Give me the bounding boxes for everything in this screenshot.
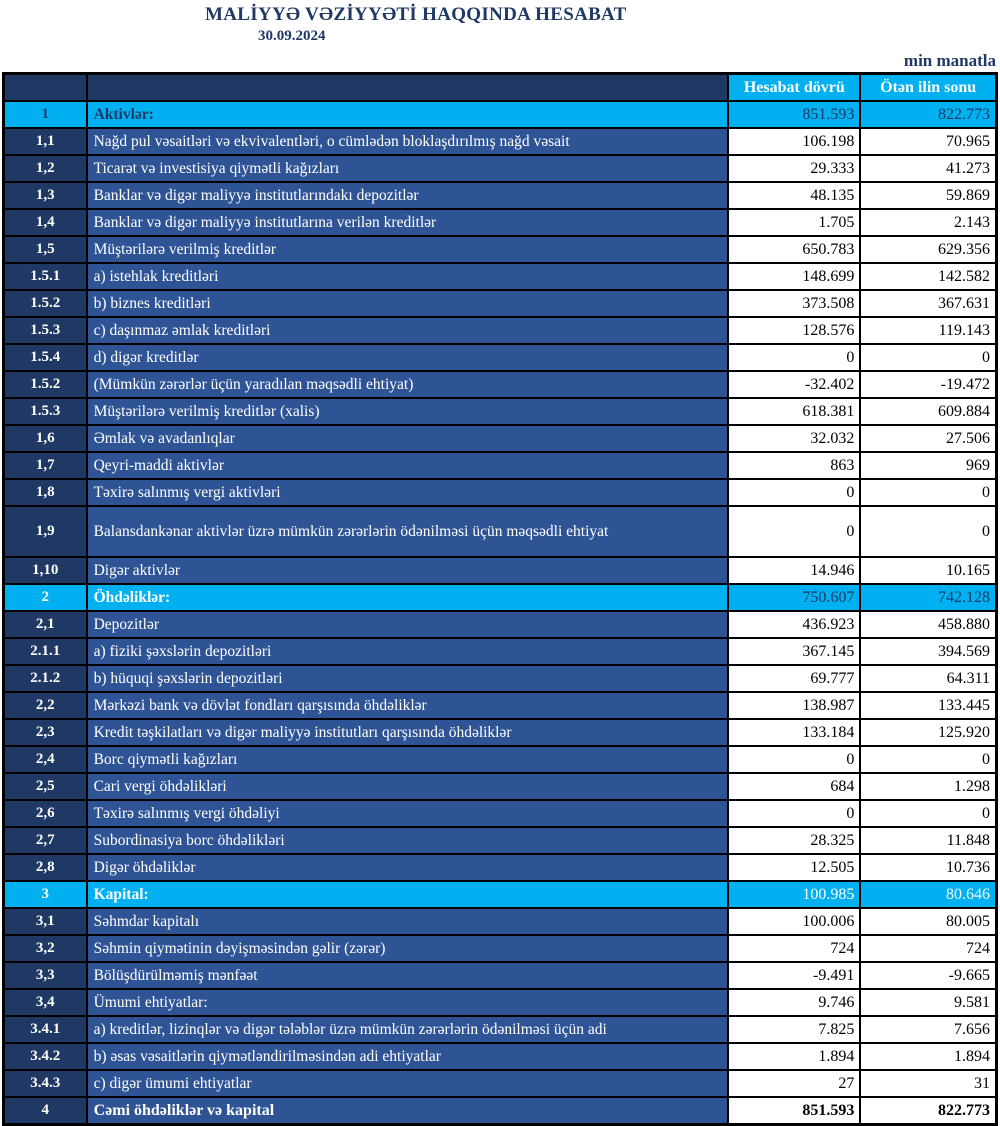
column-header-current-period: Hesabat dövrü [728, 74, 860, 102]
report-table-body [4, 101, 997, 1125]
unit-note: min manatla [903, 51, 996, 70]
row-label: b) hüquqi şəxslərin depozitləri [87, 665, 729, 692]
table-row [4, 854, 997, 881]
value-current-period: 69.777 [728, 665, 860, 692]
row-number: 1 [4, 101, 87, 128]
value-previous-year-end: 458.880 [860, 611, 996, 638]
value-previous-year-end: 125.920 [860, 719, 996, 746]
table-row [4, 128, 997, 155]
value-current-period: 128.576 [728, 317, 860, 344]
table-row [4, 155, 997, 182]
row-label: Cəmi öhdəliklər və kapital [87, 1097, 729, 1125]
row-number: 1,3 [4, 182, 87, 209]
value-current-period: 618.381 [728, 398, 860, 425]
header-empty-number-cell [4, 74, 87, 102]
value-previous-year-end: 1.298 [860, 773, 996, 800]
value-current-period: 12.505 [728, 854, 860, 881]
value-current-period: -32.402 [728, 371, 860, 398]
value-current-period: 7.825 [728, 1016, 860, 1043]
row-number: 2,1 [4, 611, 87, 638]
value-current-period: 863 [728, 452, 860, 479]
header-empty-label-cell [87, 74, 729, 102]
value-previous-year-end: -9.665 [860, 962, 996, 989]
row-label: Subordinasiya borc öhdəlikləri [87, 827, 729, 854]
value-current-period: 100.006 [728, 908, 860, 935]
value-previous-year-end: 742.128 [860, 584, 996, 611]
value-current-period: 0 [728, 506, 860, 557]
value-current-period: 148.699 [728, 263, 860, 290]
row-number: 3,3 [4, 962, 87, 989]
table-row [4, 746, 997, 773]
table-row [4, 962, 997, 989]
value-current-period: 14.946 [728, 557, 860, 584]
row-label: Səhmdar kapitalı [87, 908, 729, 935]
value-previous-year-end: 41.273 [860, 155, 996, 182]
row-label: a) istehlak kreditləri [87, 263, 729, 290]
value-previous-year-end: 0 [860, 479, 996, 506]
row-number: 1,6 [4, 425, 87, 452]
value-current-period: 0 [728, 479, 860, 506]
value-previous-year-end: 609.884 [860, 398, 996, 425]
row-number: 1.5.2 [4, 290, 87, 317]
value-current-period: 0 [728, 746, 860, 773]
row-number: 1.5.1 [4, 263, 87, 290]
row-number: 1.5.2 [4, 371, 87, 398]
row-number: 1,9 [4, 506, 87, 557]
report-date: 30.09.2024 [258, 28, 326, 44]
row-label: Kredit təşkilatları və digər maliyyə institutları qarşısında öhdəliklər [87, 719, 729, 746]
table-header-row [4, 74, 997, 102]
value-current-period: 28.325 [728, 827, 860, 854]
row-label: Banklar və digər maliyyə institutlarındakı depozitlər [87, 182, 729, 209]
value-previous-year-end: 0 [860, 746, 996, 773]
value-current-period: 851.593 [728, 101, 860, 128]
value-previous-year-end: 31 [860, 1070, 996, 1097]
row-label: Mərkəzi bank və dövlət fondları qarşısında öhdəliklər [87, 692, 729, 719]
value-current-period: 1.894 [728, 1043, 860, 1070]
value-current-period: 851.593 [728, 1097, 860, 1125]
row-label: b) biznes kreditləri [87, 290, 729, 317]
value-previous-year-end: 10.736 [860, 854, 996, 881]
row-label: Öhdəliklər: [87, 584, 729, 611]
table-row [4, 317, 997, 344]
table-row [4, 692, 997, 719]
value-previous-year-end: 822.773 [860, 101, 996, 128]
value-current-period: 106.198 [728, 128, 860, 155]
table-row [4, 506, 997, 557]
column-header-previous-year-end: Ötən ilin sonu [860, 74, 996, 102]
row-number: 1.5.3 [4, 398, 87, 425]
row-number: 1,5 [4, 236, 87, 263]
row-number: 3.4.3 [4, 1070, 87, 1097]
page-title: MALİYYƏ VƏZİYYƏTİ HAQQINDA HESABAT [205, 4, 627, 25]
row-number: 1,8 [4, 479, 87, 506]
row-number: 3.4.1 [4, 1016, 87, 1043]
value-current-period: 32.032 [728, 425, 860, 452]
value-previous-year-end: 822.773 [860, 1097, 996, 1125]
value-current-period: 133.184 [728, 719, 860, 746]
table-row [4, 557, 997, 584]
report-header [0, 0, 1000, 45]
table-row [4, 371, 997, 398]
value-previous-year-end: 0 [860, 344, 996, 371]
row-number: 3,1 [4, 908, 87, 935]
value-current-period: 684 [728, 773, 860, 800]
row-label: Bölüşdürülməmiş mənfəət [87, 962, 729, 989]
row-label: Digər aktivlər [87, 557, 729, 584]
value-current-period: 0 [728, 800, 860, 827]
row-number: 2.1.1 [4, 638, 87, 665]
table-row [4, 827, 997, 854]
value-previous-year-end: 724 [860, 935, 996, 962]
table-row [4, 452, 997, 479]
value-previous-year-end: -19.472 [860, 371, 996, 398]
value-current-period: 373.508 [728, 290, 860, 317]
value-previous-year-end: 27.506 [860, 425, 996, 452]
value-previous-year-end: 9.581 [860, 989, 996, 1016]
table-row [4, 935, 997, 962]
value-previous-year-end: 80.005 [860, 908, 996, 935]
value-previous-year-end: 629.356 [860, 236, 996, 263]
row-label: Digər öhdəliklər [87, 854, 729, 881]
row-label: a) kreditlər, lizinqlər və digər tələblər üzrə mümkün zərərlərin ödənilməsi üçün adi [87, 1016, 729, 1043]
value-previous-year-end: 64.311 [860, 665, 996, 692]
row-label: Balansdankənar aktivlər üzrə mümkün zərərlərin ödənilməsi üçün məqsədli ehtiyat [87, 506, 729, 557]
row-number: 3 [4, 881, 87, 908]
table-row [4, 719, 997, 746]
row-number: 2,5 [4, 773, 87, 800]
value-current-period: 138.987 [728, 692, 860, 719]
financial-statement-table [2, 72, 998, 1126]
value-previous-year-end: 10.165 [860, 557, 996, 584]
row-label: Banklar və digər maliyyə institutlarına verilən kreditlər [87, 209, 729, 236]
table-row [4, 290, 997, 317]
value-previous-year-end: 119.143 [860, 317, 996, 344]
row-number: 2,2 [4, 692, 87, 719]
row-number: 4 [4, 1097, 87, 1125]
row-label: Borc qiymətli kağızları [87, 746, 729, 773]
row-label: Nağd pul vəsaitləri və ekvivalentləri, o cümlədən bloklaşdırılmış nağd vəsait [87, 128, 729, 155]
table-row [4, 1016, 997, 1043]
table-row [4, 425, 997, 452]
row-label: Səhmin qiymətinin dəyişməsindən gəlir (zərər) [87, 935, 729, 962]
table-row [4, 773, 997, 800]
row-number: 1,2 [4, 155, 87, 182]
row-number: 1,4 [4, 209, 87, 236]
value-previous-year-end: 969 [860, 452, 996, 479]
value-current-period: 1.705 [728, 209, 860, 236]
table-row [4, 908, 997, 935]
table-row [4, 611, 997, 638]
row-label: Ticarət və investisiya qiymətli kağızları [87, 155, 729, 182]
table-row [4, 344, 997, 371]
table-row [4, 1070, 997, 1097]
table-row [4, 584, 997, 611]
row-number: 2 [4, 584, 87, 611]
value-current-period: 724 [728, 935, 860, 962]
row-label: Cari vergi öhdəlikləri [87, 773, 729, 800]
row-number: 3,4 [4, 989, 87, 1016]
table-row [4, 665, 997, 692]
row-number: 1.5.4 [4, 344, 87, 371]
value-current-period: 48.135 [728, 182, 860, 209]
table-row [4, 263, 997, 290]
table-row [4, 236, 997, 263]
value-previous-year-end: 59.869 [860, 182, 996, 209]
value-current-period: 436.923 [728, 611, 860, 638]
table-row [4, 638, 997, 665]
value-previous-year-end: 0 [860, 506, 996, 557]
row-label: c) digər ümumi ehtiyatlar [87, 1070, 729, 1097]
row-number: 1,1 [4, 128, 87, 155]
row-label: d) digər kreditlər [87, 344, 729, 371]
value-current-period: 367.145 [728, 638, 860, 665]
row-label: Təxirə salınmış vergi aktivləri [87, 479, 729, 506]
row-label: a) fiziki şəxslərin depozitləri [87, 638, 729, 665]
table-row [4, 800, 997, 827]
table-row [4, 881, 997, 908]
row-label: Ümumi ehtiyatlar: [87, 989, 729, 1016]
row-label: b) əsas vəsaitlərin qiymətləndirilməsindən adi ehtiyatlar [87, 1043, 729, 1070]
row-number: 2.1.2 [4, 665, 87, 692]
value-previous-year-end: 70.965 [860, 128, 996, 155]
value-previous-year-end: 7.656 [860, 1016, 996, 1043]
value-previous-year-end: 2.143 [860, 209, 996, 236]
row-label: Təxirə salınmış vergi öhdəliyi [87, 800, 729, 827]
row-label: Aktivlər: [87, 101, 729, 128]
value-current-period: 27 [728, 1070, 860, 1097]
value-current-period: 9.746 [728, 989, 860, 1016]
row-number: 2,4 [4, 746, 87, 773]
value-current-period: -9.491 [728, 962, 860, 989]
value-previous-year-end: 367.631 [860, 290, 996, 317]
table-row [4, 1097, 997, 1125]
row-number: 1,7 [4, 452, 87, 479]
row-label: Qeyri-maddi aktivlər [87, 452, 729, 479]
row-number: 2,8 [4, 854, 87, 881]
value-previous-year-end: 1.894 [860, 1043, 996, 1070]
value-previous-year-end: 394.569 [860, 638, 996, 665]
row-label: Müştərilərə verilmiş kreditlər (xalis) [87, 398, 729, 425]
row-number: 2,7 [4, 827, 87, 854]
value-current-period: 29.333 [728, 155, 860, 182]
value-current-period: 0 [728, 344, 860, 371]
table-row [4, 479, 997, 506]
value-previous-year-end: 0 [860, 800, 996, 827]
row-number: 2,6 [4, 800, 87, 827]
row-label: Müştərilərə verilmiş kreditlər [87, 236, 729, 263]
table-row [4, 1043, 997, 1070]
row-label: (Mümkün zərərlər üçün yaradılan məqsədli ehtiyat) [87, 371, 729, 398]
value-previous-year-end: 142.582 [860, 263, 996, 290]
value-current-period: 650.783 [728, 236, 860, 263]
table-row [4, 989, 997, 1016]
value-previous-year-end: 133.445 [860, 692, 996, 719]
row-number: 2,3 [4, 719, 87, 746]
value-previous-year-end: 80.646 [860, 881, 996, 908]
row-label: c) daşınmaz əmlak kreditləri [87, 317, 729, 344]
row-label: Əmlak və avadanlıqlar [87, 425, 729, 452]
table-row [4, 182, 997, 209]
value-current-period: 100.985 [728, 881, 860, 908]
row-label: Depozitlər [87, 611, 729, 638]
table-row [4, 398, 997, 425]
row-number: 1.5.3 [4, 317, 87, 344]
table-row [4, 209, 997, 236]
value-previous-year-end: 11.848 [860, 827, 996, 854]
row-number: 3.4.2 [4, 1043, 87, 1070]
row-number: 3,2 [4, 935, 87, 962]
row-label: Kapital: [87, 881, 729, 908]
value-current-period: 750.607 [728, 584, 860, 611]
table-row [4, 101, 997, 128]
row-number: 1,10 [4, 557, 87, 584]
